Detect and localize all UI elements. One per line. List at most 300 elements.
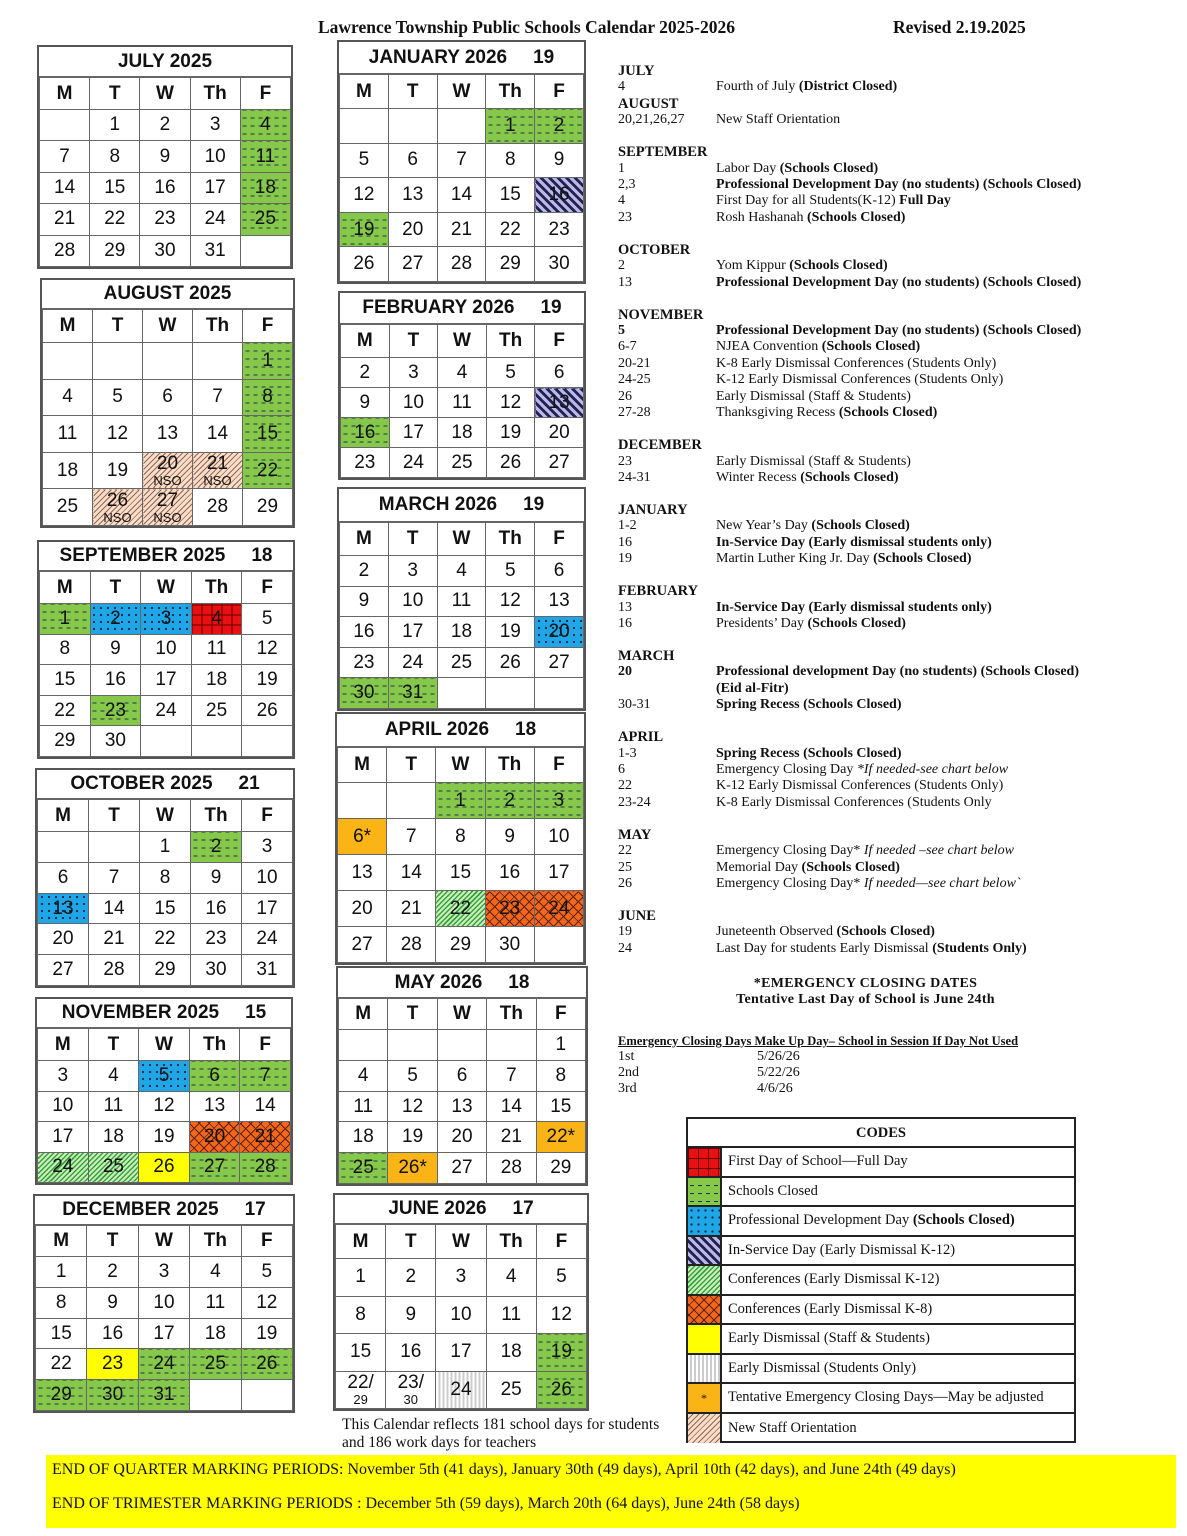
weekday-label: M <box>38 1029 89 1061</box>
day-number: 24 <box>155 699 177 721</box>
day-number: 7 <box>506 1064 517 1086</box>
calendar-day <box>534 855 583 891</box>
day-number: 24 <box>52 1156 74 1178</box>
week-row <box>40 141 291 172</box>
month-name: FEBRUARY 2026 <box>362 297 515 318</box>
day-number: 25 <box>500 1378 522 1400</box>
entry-date: 19 <box>618 924 632 940</box>
calendar-day <box>242 665 293 696</box>
day-number: 22 <box>50 1353 72 1375</box>
calendar-day <box>191 924 242 955</box>
month-notes-september <box>618 144 1183 226</box>
day-number: 25 <box>206 699 228 721</box>
day-number: 26 <box>500 451 522 473</box>
day-number: 8 <box>55 1291 67 1313</box>
day-number: 9 <box>359 391 371 413</box>
day-number: 15 <box>154 897 176 919</box>
calendar-day <box>341 388 390 418</box>
entry-description <box>716 405 937 421</box>
calendar-day <box>535 617 584 648</box>
day-number: 8 <box>109 145 121 167</box>
empty-day <box>240 235 290 266</box>
marking-periods-banner <box>46 1455 1176 1528</box>
calendar-day <box>437 212 486 247</box>
day-number: 10 <box>52 1095 74 1117</box>
calendar-day <box>90 665 141 696</box>
day-number: 19 <box>256 1322 278 1344</box>
weekday-label: F <box>536 999 585 1030</box>
day-number: 19 <box>499 621 521 643</box>
calendar-day <box>90 110 140 141</box>
day-number: 18 <box>450 621 473 643</box>
text-part: If needed—see chart below` <box>863 876 1021 891</box>
text-part: (Schools Closed) <box>779 160 879 176</box>
day-number: 30 <box>104 730 126 752</box>
calendar-day <box>90 204 140 235</box>
day-number: 5 <box>407 1064 418 1086</box>
week-row <box>38 1152 291 1183</box>
entry-description <box>716 941 1027 957</box>
empty-day <box>437 109 486 144</box>
calendar-day <box>189 1061 240 1092</box>
month-calendar-mar <box>337 487 586 711</box>
day-number: 10 <box>256 866 278 888</box>
code-label <box>722 1153 908 1170</box>
day-number: 24 <box>402 651 424 673</box>
text-part: Juneteenth Observed <box>716 924 837 940</box>
month-calendar-feb <box>338 291 586 480</box>
calendar-day <box>40 604 91 635</box>
day-number: 24 <box>153 1353 175 1375</box>
week-row <box>40 110 291 141</box>
day-number: 11 <box>57 423 78 445</box>
calendar-day <box>243 452 293 489</box>
day-number: 20 <box>548 421 570 443</box>
week-row <box>40 726 293 757</box>
day-number: 14 <box>500 1095 522 1117</box>
calendar-day <box>190 1287 241 1318</box>
calendar-day <box>143 416 193 453</box>
calendar-day <box>242 634 293 665</box>
weekday-label: Th <box>190 1226 241 1257</box>
code-row-emerg <box>688 1384 1074 1414</box>
day-number: 22 <box>154 928 176 950</box>
calendar-day <box>90 604 141 635</box>
empty-day <box>241 1380 292 1411</box>
calendar-day <box>191 893 242 924</box>
calendar-day <box>40 141 90 172</box>
weekday-label: M <box>341 325 390 358</box>
calendar-day <box>437 647 486 678</box>
code-label <box>722 1301 932 1318</box>
day-number: 12 <box>550 1303 572 1325</box>
entry-description <box>716 339 920 355</box>
weekday-label: F <box>535 523 584 556</box>
day-number: 9 <box>159 145 171 167</box>
day-number: 23 <box>548 218 570 240</box>
week-row <box>40 695 293 726</box>
weekday-label: Th <box>486 325 535 358</box>
code-row-pd <box>688 1207 1074 1237</box>
day-number: 17 <box>256 897 278 919</box>
day-number: 17 <box>52 1125 74 1147</box>
calendar-day <box>388 1060 437 1091</box>
weekday-header-row <box>36 1226 293 1257</box>
day-number: 18 <box>56 459 79 481</box>
entry-description <box>716 161 878 177</box>
calendar-day <box>341 448 390 478</box>
day-number: 16 <box>205 897 227 919</box>
text-part: Memorial Day <box>716 859 802 875</box>
month-name: DECEMBER 2025 <box>62 1199 219 1220</box>
calendar-day <box>193 379 243 416</box>
weekday-label: F <box>240 1029 291 1061</box>
calendar-day <box>141 604 192 635</box>
text-part: New Staff Orientation <box>728 1419 857 1436</box>
calendar-day <box>486 448 535 478</box>
text-part: Early Dismissal (Students Only) <box>728 1359 917 1376</box>
date-entry <box>618 843 1183 859</box>
calendar-day <box>38 1152 89 1183</box>
calendar-day <box>40 726 91 757</box>
week-row <box>339 1060 586 1091</box>
month-calendar-sep <box>37 540 295 759</box>
entry-date: 1 <box>618 160 625 176</box>
day-number: 1 <box>159 835 171 857</box>
text-part: (Schools Closed) <box>838 405 938 421</box>
makeup-date: 5/26/26 <box>757 1049 800 1064</box>
day-number: 19 <box>153 1125 175 1147</box>
month-notes-november <box>618 307 1183 422</box>
text-part: (Schools Closed) <box>873 551 972 567</box>
month-calendar-jan <box>337 40 586 284</box>
calendar-day <box>193 489 243 526</box>
quarter-marking-periods: END OF QUARTER MARKING PERIODS: November 5th (41 days), January 30th (49 days), April 10th (42 days), and June 24th (49 days) <box>52 1461 956 1478</box>
calendar-day <box>388 178 437 213</box>
calendar-day <box>242 695 293 726</box>
calendar-day <box>88 1061 139 1092</box>
month-title <box>338 968 586 998</box>
empty-day <box>437 678 486 709</box>
date-entry <box>618 372 1183 388</box>
text-part: Early Dismissal (Staff & Students) <box>716 453 911 469</box>
calendar-day <box>436 855 485 891</box>
text-part: K-8 Early Dismissal Conferences (Students Only) <box>716 355 997 371</box>
calendar-day <box>138 1349 189 1380</box>
text-part: In-Service Day (Early Dismissal K-12) <box>728 1241 956 1258</box>
calendar-day <box>536 1153 585 1184</box>
day-number: 26 <box>256 1353 278 1375</box>
text-part: (Schools Closed) <box>807 209 906 225</box>
day-number: 30 <box>154 239 176 261</box>
calendar-day <box>486 647 535 678</box>
month-title <box>37 770 293 799</box>
day-number: 12 <box>500 391 522 413</box>
day-number: 23 <box>154 208 176 230</box>
day-number: 11 <box>353 1095 374 1117</box>
week-row <box>339 1122 586 1153</box>
calendar-day <box>388 647 437 678</box>
text-part: (Schools Closed) <box>811 518 910 534</box>
weekday-label: W <box>436 748 485 783</box>
code-label <box>722 1271 939 1288</box>
page-title: Lawrence Township Public Schools Calendar 2025-2026 <box>318 17 735 37</box>
month-title <box>339 489 584 522</box>
month-heading: JULY <box>618 63 655 79</box>
calendar-day <box>38 924 89 955</box>
text-part: Schools Closed <box>728 1182 818 1199</box>
month-calendar-dec <box>33 1194 295 1413</box>
calendar-day <box>436 927 485 963</box>
entry-description <box>716 356 996 372</box>
calendar-day <box>240 110 290 141</box>
weekday-header-row <box>40 78 291 110</box>
week-row <box>336 1259 587 1297</box>
entry-description <box>716 389 911 405</box>
empty-day <box>388 1030 437 1061</box>
day-number: 5 <box>358 149 370 171</box>
empty-day <box>388 109 437 144</box>
calendar-day <box>240 1091 291 1122</box>
weekday-label: W <box>437 523 486 556</box>
calendar-day <box>93 452 143 489</box>
calendar-day <box>487 1122 536 1153</box>
calendar-day <box>486 247 535 282</box>
day-number: 23 <box>205 928 227 950</box>
code-label <box>722 1183 818 1200</box>
empty-day <box>535 678 584 709</box>
entry-date: 22 <box>618 778 632 794</box>
day-number: 10 <box>450 1303 472 1325</box>
text-part: Early Dismissal (Staff & Students) <box>716 388 911 404</box>
weekday-label: T <box>388 999 437 1030</box>
day-number: 12 <box>402 1095 424 1117</box>
entry-description <box>716 860 900 876</box>
calendar-day <box>43 416 93 453</box>
day-number: 8 <box>159 866 171 888</box>
entry-description <box>716 616 906 632</box>
calendar-day <box>388 556 437 587</box>
week-row <box>40 604 293 635</box>
text-part: First Day for all Students(K-12) <box>716 193 900 209</box>
text-part: Martin Luther King Jr. Day <box>716 551 874 567</box>
codes-title: CODES <box>688 1119 1074 1148</box>
week-row <box>40 204 291 235</box>
day-number: 27 <box>548 651 570 673</box>
day-number: 17 <box>204 177 226 198</box>
calendar-day <box>141 695 192 726</box>
makeup-order: 2nd <box>618 1065 639 1080</box>
weekday-label: W <box>437 999 486 1030</box>
calendar-day <box>386 1259 436 1297</box>
weekday-label: W <box>139 1029 190 1061</box>
calendar-day <box>139 1061 190 1092</box>
calendar-day <box>536 1030 585 1061</box>
day-number: 5 <box>261 1260 273 1282</box>
calendar-day <box>487 1091 536 1122</box>
day-number: 19 <box>106 459 129 481</box>
calendar-day <box>535 143 584 178</box>
entry-description <box>716 177 1081 193</box>
text-part: (Schools Closed) <box>801 859 900 875</box>
calendar-day <box>535 109 584 144</box>
calendar-day <box>536 1091 585 1122</box>
code-label <box>722 1360 916 1377</box>
week-row <box>341 388 584 418</box>
calendar-day <box>40 695 91 726</box>
day-number: 23 <box>102 1353 124 1375</box>
weekday-label: T <box>93 310 143 343</box>
calendar-day <box>535 247 584 282</box>
calendar-day <box>338 819 387 855</box>
month-title <box>42 280 293 309</box>
code-row-ed <box>688 1325 1074 1355</box>
makeup-order: 1st <box>618 1049 635 1064</box>
date-entry <box>618 746 1183 762</box>
day-number: 27 <box>204 1156 226 1178</box>
entry-description <box>716 795 992 811</box>
day-number: 16 <box>154 177 176 198</box>
text-part: Emergency Closing Day* <box>716 843 864 859</box>
empty-day <box>486 678 535 709</box>
day-number: 3 <box>553 789 565 811</box>
day-number: 31 <box>402 682 424 704</box>
weekday-label: T <box>387 748 436 783</box>
day-number: 13 <box>351 861 373 883</box>
week-row <box>40 235 291 266</box>
text-part: Tentative Emergency Closing Days—May be adjusted <box>728 1389 1044 1406</box>
calendar-day <box>38 862 89 893</box>
day-number: 15 <box>54 669 76 691</box>
day-number: 6 <box>57 866 69 888</box>
calendar-day <box>139 1152 190 1183</box>
calendar-day <box>242 832 293 863</box>
school-day-count: 19 <box>523 494 545 515</box>
calendar-day <box>536 1122 585 1153</box>
calendar-day <box>40 235 90 266</box>
day-number: 13 <box>204 1095 226 1117</box>
month-calendar-nov <box>35 997 293 1185</box>
date-entry <box>618 112 1183 128</box>
empty-day <box>193 343 243 380</box>
calendar-day <box>189 1091 240 1122</box>
calendar-day <box>436 891 485 927</box>
calendar-day <box>437 1153 486 1184</box>
calendar-day <box>436 1334 486 1372</box>
entry-date: 20-21 <box>618 355 651 371</box>
weekday-label: M <box>340 523 389 556</box>
calendar-day <box>535 586 584 617</box>
calendar-day <box>340 586 389 617</box>
entry-date: 2 <box>618 258 625 274</box>
date-entry <box>618 778 1183 794</box>
day-number: 17 <box>450 1341 472 1363</box>
empty-day <box>93 343 143 380</box>
makeup-row <box>618 1065 1113 1081</box>
entry-date: 24 <box>618 940 632 956</box>
day-number: 9 <box>553 149 565 171</box>
week-row <box>339 1153 586 1184</box>
empty-day <box>242 726 293 757</box>
day-number: 29 <box>449 933 472 955</box>
weekday-label: M <box>40 572 91 604</box>
day-number: 23 <box>354 451 376 473</box>
text-part: (Schools Closed) <box>789 258 888 274</box>
day-number: 11 <box>206 638 227 660</box>
calendar-day <box>90 695 141 726</box>
calendar-day <box>336 1371 386 1409</box>
day-number: 15 <box>550 1095 572 1117</box>
calendar-day <box>340 556 389 587</box>
calendar-day <box>90 235 140 266</box>
day-number: 24 <box>548 897 570 919</box>
calendar-day <box>535 178 584 213</box>
weekday-header-row <box>40 572 293 604</box>
pd-swatch-icon <box>688 1207 722 1235</box>
day-number: 2 <box>553 114 565 136</box>
calendar-day <box>89 893 140 924</box>
calendar-day <box>535 212 584 247</box>
calendar-day <box>139 1122 190 1153</box>
day-number: 28 <box>500 1157 522 1179</box>
calendar-day <box>387 927 436 963</box>
entry-description <box>716 193 951 209</box>
entry-date: 24-25 <box>618 372 651 388</box>
week-row <box>340 556 584 587</box>
weekday-label: Th <box>193 310 243 343</box>
calendar-day <box>437 178 486 213</box>
month-notes-february <box>618 583 1183 632</box>
weekday-header-row <box>43 310 293 343</box>
calendar-day <box>43 452 93 489</box>
day-number: 26 <box>353 253 375 275</box>
entry-date: 2,3 <box>618 177 636 193</box>
empty-day <box>487 1030 536 1061</box>
weekday-label: Th <box>190 78 240 110</box>
weekday-label: Th <box>189 1029 240 1061</box>
day-number: 20 <box>402 218 424 240</box>
month-heading: AUGUST <box>618 95 679 112</box>
day-number: 7 <box>259 1064 271 1086</box>
day-number: 3 <box>407 559 418 581</box>
day-number: 9 <box>107 1291 118 1313</box>
day-number: 20 <box>52 928 74 950</box>
entry-description <box>716 258 888 274</box>
last-day-note: Tentative Last Day of School is June 24th <box>736 992 995 1007</box>
week-row <box>36 1380 293 1411</box>
day-number: 18 <box>451 421 473 443</box>
calendar-day <box>189 1122 240 1153</box>
calendar-day <box>138 1257 189 1288</box>
date-entry <box>618 79 1183 95</box>
week-row <box>36 1287 293 1318</box>
calendar-day <box>190 172 240 203</box>
entry-description <box>716 876 1021 892</box>
calendar-day <box>191 862 242 893</box>
day-number: 12 <box>499 590 521 612</box>
calendar-day <box>386 1334 436 1372</box>
month-title <box>39 47 291 77</box>
calendar-day <box>40 665 91 696</box>
calendar-day <box>486 1259 536 1297</box>
weekday-label: Th <box>486 1225 536 1259</box>
weekday-label: W <box>437 75 486 109</box>
school-day-count: 18 <box>251 545 273 566</box>
day-number: 8 <box>455 825 466 847</box>
week-row <box>36 1318 293 1349</box>
day-number: 14 <box>450 184 473 206</box>
first-swatch-icon <box>688 1148 722 1176</box>
